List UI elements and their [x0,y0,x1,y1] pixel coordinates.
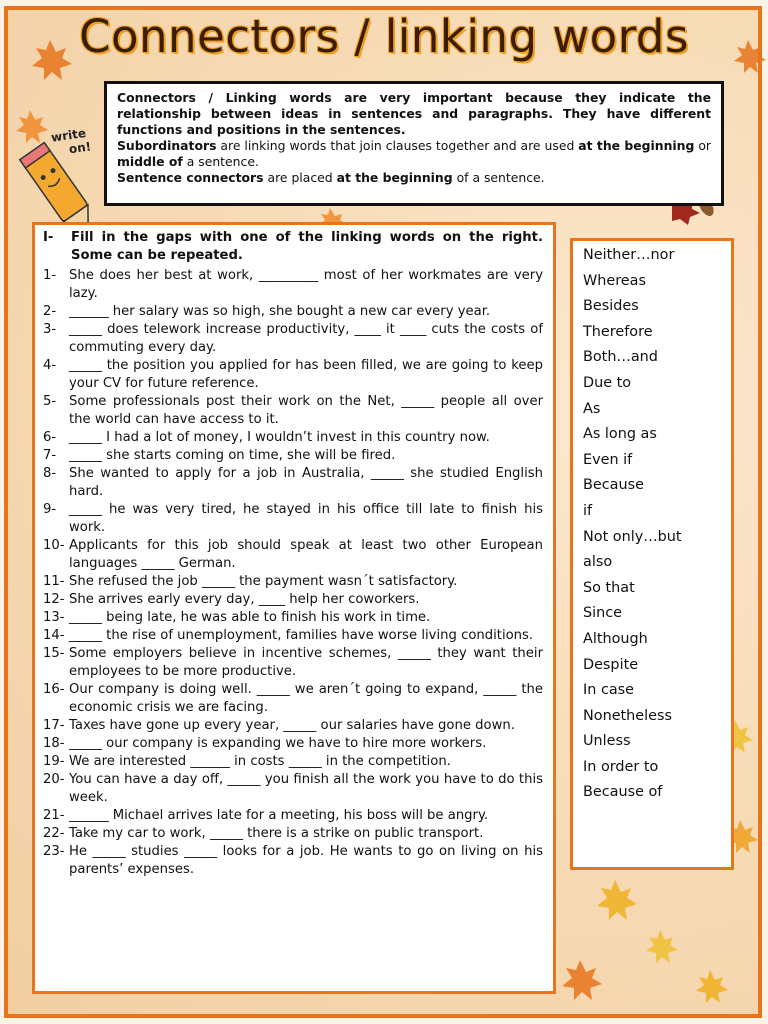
question-text: Some professionals post their work on the Net, _____ people all over the world can have access to it. [69,394,543,427]
maple-leaf-icon [562,960,602,1000]
intro-text: or [694,138,711,153]
question-text: Take my car to work, _____ there is a strike on public transport. [69,826,484,841]
linking-word: Both…and [583,349,658,366]
question-item [43,267,543,303]
question-text: She refused the job _____ the payment wasn´t satisfactory. [69,574,458,589]
linking-word: Not only…but [583,528,682,545]
question-number: 8- [43,466,57,481]
exercise-box [32,222,556,994]
intro-box [104,81,724,206]
linking-word: As long as [583,426,657,443]
question-item [43,807,543,825]
question-number: 10- [43,538,65,553]
question-text: _____ the position you applied for has been filled, we are going to keep your CV for future reference. [69,358,543,391]
question-item [43,573,543,591]
linking-word: Even if [583,451,633,468]
question-number: 3- [43,322,57,337]
intro-emphasis: at the beginning [578,138,695,153]
subordinators-term: Subordinators [117,138,217,153]
linking-word: In case [583,682,635,699]
question-item [43,321,543,357]
linking-word: Nonetheless [583,707,673,724]
question-text: _____ does telework increase productivity, ____ it ____ cuts the costs of commuting every day. [69,322,543,355]
intro-text: a sentence. [182,154,259,169]
question-item [43,465,543,501]
question-number: 5- [43,394,57,409]
intro-text: of a sentence. [452,170,545,185]
question-number: 12- [43,592,65,607]
question-number: 17- [43,718,65,733]
question-item [43,393,543,429]
question-number: 18- [43,736,65,751]
maple-leaf-icon [696,970,728,1003]
question-item [43,609,543,627]
question-item [43,303,543,321]
question-number: 6- [43,430,57,445]
question-text: She does her best at work, _________ most of her workmates are very lazy. [69,268,543,301]
question-number: 2- [43,304,57,319]
question-text: She arrives early every day, ____ help her coworkers. [69,592,420,607]
maple-leaf-icon [16,110,48,143]
question-text: _____ being late, he was able to finish his work in time. [69,610,431,625]
linking-word: Unless [583,733,631,750]
linking-word: Due to [583,374,632,391]
question-item [43,627,543,645]
linking-word: if [583,502,593,519]
linking-word: Whereas [583,272,646,289]
question-text: _____ the rise of unemployment, families have worse living conditions. [69,628,534,643]
intro-text: are linking words that join clauses together and are used [216,138,579,153]
linking-word: Besides [583,298,639,315]
question-item [43,717,543,735]
question-text: _____ she starts coming on time, she will be fired. [69,448,396,463]
write-on-sticker [50,125,92,158]
linking-word: In order to [583,758,659,775]
question-number: 13- [43,610,65,625]
question-item [43,537,543,573]
question-number: 19- [43,754,65,769]
question-number: 9- [43,502,57,517]
intro-text: are placed [263,170,337,185]
question-item [43,447,543,465]
linking-word: Despite [583,656,639,673]
question-text: _____ I had a lot of money, I wouldn’t invest in this country now. [69,430,490,445]
question-number: 4- [43,358,57,373]
page-title: Connectors / linking words [79,10,689,63]
word-list-box [570,238,734,870]
question-item [43,681,543,717]
question-item [43,357,543,393]
sticker-text-on: on! [68,139,93,157]
sentence-connectors-paragraph [117,170,711,186]
question-number: 16- [43,682,65,697]
question-number: 20- [43,772,65,787]
question-number: 11- [43,574,65,589]
question-list [43,267,543,879]
question-number: 22- [43,826,65,841]
linking-word: Because [583,477,644,494]
question-item [43,753,543,771]
question-number: 14- [43,628,65,643]
question-text: Our company is doing well. _____ we aren´t going to expand, _____ the economic crisis we are facing. [69,682,543,715]
linking-word: Since [583,605,623,622]
question-number: 7- [43,448,57,463]
question-item [43,645,543,681]
exercise-number: I- [43,230,54,245]
question-text: Applicants for this job should speak at least two other European languages _____ German. [69,538,543,571]
linking-word: Therefore [583,323,653,340]
sticker-text-write: write [50,125,87,145]
sentence-connectors-term: Sentence connectors [117,170,264,185]
linking-word: Neither…nor [583,247,675,263]
question-number: 15- [43,646,65,661]
question-item [43,735,543,753]
linking-word: As [583,400,601,417]
question-text: He _____ studies _____ looks for a job. He wants to go on living on his parents’ expenses. [69,844,543,877]
question-text: We are interested ______ in costs _____ in the competition. [69,754,451,769]
linking-word: also [583,554,613,571]
question-item [43,843,543,879]
intro-emphasis: at the beginning [336,170,453,185]
linking-word: Because of [583,784,663,801]
maple-leaf-icon [646,930,678,963]
maple-leaf-icon [597,880,637,920]
question-number: 21- [43,808,65,823]
question-text: _____ he was very tired, he stayed in his office till late to finish his work. [69,502,543,535]
question-text: She wanted to apply for a job in Australia, _____ she studied English hard. [69,466,543,499]
subordinators-paragraph [117,138,711,170]
question-text: Taxes have gone up every year, _____ our salaries have gone down. [69,718,515,733]
linking-word: So that [583,579,635,596]
question-item [43,501,543,537]
question-number: 1- [43,268,57,283]
question-item [43,825,543,843]
exercise-heading [43,229,543,265]
question-text: ______ Michael arrives late for a meeting, his boss will be angry. [69,808,489,823]
intro-paragraph: Connectors / Linking words are very important because they indicate the relationship between ideas in sentences and paragraphs. They have different functions and positions in the sentences. [117,90,711,137]
intro-emphasis: middle of [117,154,183,169]
question-text: You can have a day off, _____ you finish all the work you have to do this week. [69,772,543,805]
question-item [43,771,543,807]
question-text: Some employers believe in incentive schemes, _____ they want their employees to be more productive. [69,646,543,679]
question-item [43,429,543,447]
question-number: 23- [43,844,65,859]
exercise-instruction: Fill in the gaps with one of the linking words on the right. Some can be repeated. [71,230,543,263]
question-item [43,591,543,609]
word-list [583,243,721,806]
question-text: ______ her salary was so high, she bought a new car every year. [69,304,491,319]
question-text: _____ our company is expanding we have to hire more workers. [69,736,487,751]
linking-word: Although [583,630,648,647]
